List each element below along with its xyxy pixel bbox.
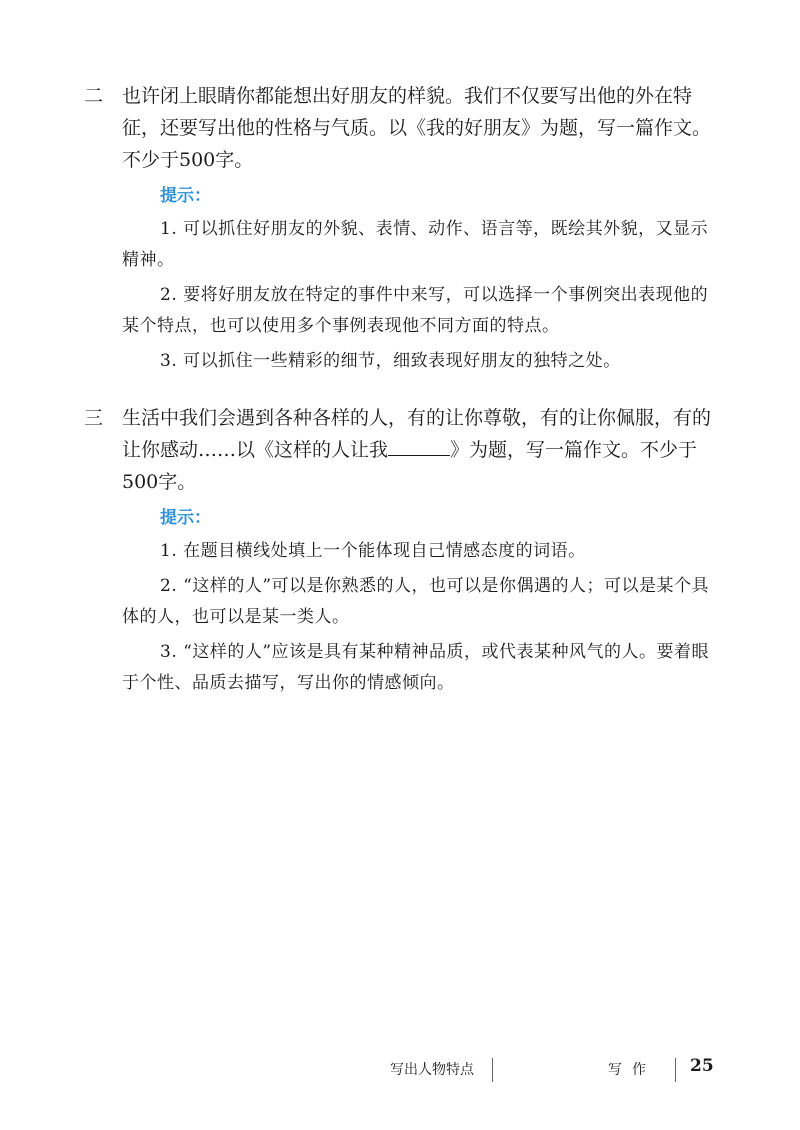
task-text: 也许闭上眼睛你都能想出好朋友的样貌。我们不仅要写出他的外在特征，还要写出他的性格与气质。以《我的好朋友》为题，写一篇作文。不少于500字。 bbox=[122, 85, 712, 171]
page-footer bbox=[0, 1055, 800, 1085]
tip-item: 1. 可以抓住好朋友的外貌、表情、动作、语言等，既绘其外貌，又显示精神。 bbox=[122, 219, 709, 270]
tip-item: 3. “这样的人”应该是具有某种精神品质，或代表某种风气的人。要着眼于个性、品质去描写，写出你的情感倾向。 bbox=[122, 642, 710, 693]
task-number: 三 bbox=[84, 407, 104, 429]
tip-item: 1. 在题目横线处填上一个能体现自己情感态度的词语。 bbox=[160, 541, 586, 561]
tips-heading: 提示： bbox=[160, 186, 211, 206]
task-two-prompt bbox=[84, 80, 724, 176]
tip-item: 2. “这样的人”可以是你熟悉的人，也可以是你偶遇的人；可以是某个具体的人，也可以是某一类人。 bbox=[122, 576, 710, 627]
footer-divider bbox=[675, 1058, 676, 1082]
writing-task-three bbox=[84, 402, 724, 699]
task-text-before-blank: 生活中我们会遇到各种各样的人，有的让你尊敬，有的让你佩服，有的让你感动……以《这样的人让我 bbox=[122, 407, 712, 461]
footer-section-title: 写作 bbox=[608, 1062, 656, 1078]
tip-item: 3. 可以抓住一些精彩的细节，细致表现好朋友的独特之处。 bbox=[160, 351, 621, 371]
footer-chapter-title: 写出人物特点 bbox=[390, 1062, 474, 1078]
page-number: 25 bbox=[690, 1056, 714, 1076]
task-number: 二 bbox=[84, 85, 104, 107]
tips-heading: 提示： bbox=[160, 508, 211, 528]
task-three-prompt bbox=[84, 402, 724, 498]
footer-divider bbox=[492, 1058, 493, 1082]
task-text-after-blank: 》为题，写一篇作文。不少于500字。 bbox=[122, 439, 698, 493]
writing-task-two bbox=[84, 80, 724, 377]
tip-item: 2. 要将好朋友放在特定的事件中来写，可以选择一个事例突出表现他的某个特点，也可以使用多个事例表现他不同方面的特点。 bbox=[122, 285, 709, 336]
fill-in-blank-line bbox=[388, 435, 450, 456]
